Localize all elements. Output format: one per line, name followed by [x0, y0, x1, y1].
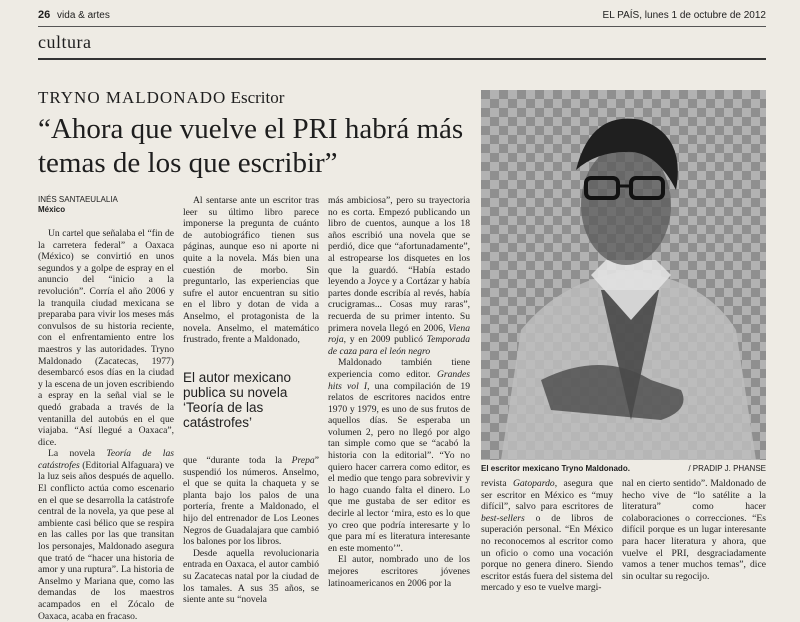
page-header [38, 8, 766, 22]
section-label: cultura [38, 32, 92, 52]
page-folio [38, 9, 110, 21]
article-kicker [38, 88, 284, 108]
photo-caption [481, 464, 766, 473]
pull-quote: El autor mexicano publica su novela ‘Teoría de las catástrofes’ [183, 370, 292, 430]
kicker-role: Escritor [230, 88, 285, 107]
paragraph: más ambiciosa”, pero su trayectoria no es corta. Empezó publicando un libro de cuentos, aunque a los 18 años escribió una novela que se perdió, dice que “afortunadamente”, al estropearse los disquetes en los que la guardó. “Había estado leyendo a Joyce y a Cortázar y había partes donde escribía al revés, había crucigramas... Cosas muy raras”, recuerda de su primer intento. Su primera novela llegó en 2006, Viena roja, y en 2009 publicó Temporada de caza para el león negro [328, 195, 470, 357]
paragraph: La novela Teoría de las catástrofes (Editorial Alfaguara) ve la luz seis años después de aquello. El conflicto actúa como escenario en el que se desarrolla la catástrofe central de la novela, ya que pese al ambiente casi bélico que se respira en las calles por las que transitan los personajes, Maldonado asegura que trató de “hacer una historia de amor y una ruptura”. La historia de Anselmo y Mariana que, como las demandas de los maestros acampados en el Zócalo de Oaxaca, acaba en fracaso. [38, 448, 174, 622]
article-column-1 [38, 228, 174, 622]
paragraph: nal en cierto sentido”. Maldonado de hecho vive de “lo satélite a la literatura” como hacer colaboraciones o correcciones. “Es difícil porque es un lugar interesante para hacer literatura y ahora, que vuelve el PRI, desgraciadamente vamos a tener muchos temas”, dice sin ocultar su regocijo. [622, 478, 766, 582]
portrait-illustration [481, 90, 766, 460]
photo-credit: / PRADIP J. PHANSE [688, 464, 766, 473]
header-rule [38, 26, 766, 27]
article-column-5 [622, 478, 766, 605]
article-column-4 [481, 478, 613, 605]
paragraph: Desde aquella revolucionaria entrada en Oaxaca, el autor cambió su Zacatecas natal por la ciudad de los tamales. A sus 35 años, se siente ante su “novela [183, 547, 319, 606]
paragraph: revista Gatopardo, asegura que ser escritor en México es “muy difícil”, salvo para escritores de best-sellers o de libros de superación personal. “En México no reconocemos al escritor como un oficio o como una vocación porque no genera dinero. Siendo escritor estás fuera del sistema del mercado y eso te vuelve margi- [481, 478, 613, 594]
paragraph: Al sentarse ante un escritor tras leer su último libro parece imponerse la pregunta de cuánto de autobiográfico tienen sus páginas, aunque eso ni aporte ni quite a la novela. Más bien una cuestión de morbo. Sin preguntarlo, las experiencias que sufre el autor encuentran su sitio en el libro y dotan de vida a Anselmo, el protagonista de la novela. Anselmo, el matemático frustrado, frente a Maldonado, [183, 195, 319, 346]
article-column-3 [328, 195, 470, 605]
paragraph: Maldonado también tiene experiencia como editor. Grandes hits vol I, una compilación de 19 relatos de escritores nacidos entre 1970 y 1979, es uno de sus frutos de aquellos días. Se esperaba un volumen 2, pero no llegó por algo tan simple como que se “acabó la historia con la editorial”. “Yo no quiero hacer carrera como editor, es el medio que tengo para sobrevivir y lo hago cuando falta el dinero. Lo que me gustaba de ser editor es decirle al lector ‘mira, esto es lo que yo creo que podría interesarte y lo que para mí es literatura interesante en este momento’”. [328, 357, 470, 554]
kicker-name: TRYNO MALDONADO [38, 88, 227, 107]
paragraph: El autor, nombrado uno de los mejores escritores jóvenes latinoamericanos en 2006 por la [328, 554, 470, 589]
book-title: Teoría de las catástrofes [38, 448, 174, 471]
caption-text: El escritor mexicano Tryno Maldonado. [481, 464, 630, 473]
paragraph: Un cartel que señalaba el “fin de la carretera federal” a Oaxaca (México) se convirtió en unos segundos y a golpe de espray en el anuncio del “inicio a la revolución”. Corría el año 2006 y la tranquila ciudad mexicana se preparaba para vivir los meses más convulsos de su historia reciente, con el enfrentamiento entre los maestros y las autoridades. Tryno Maldonado (Zacatecas, 1977) desembarcó esos días en la ciudad y la escena de un joven escribiendo a espray en la señal vial se le quedó grabada a través de la ventanilla del autobús en el que viajaba. “Así llegué a Oaxaca”, dice. [38, 228, 174, 448]
paragraph: que “durante toda la Prepa” suspendió los números. Anselmo, el que se quita la chaqueta y se planta bajo los palos de una portería, frente a Maldonado, el hijo del entrenador de Los Leones Negros de Guadalajara que cambió los balones por los libros. [183, 455, 319, 548]
byline [38, 195, 118, 215]
author-photo [481, 90, 766, 460]
article-column-2-bottom [183, 455, 319, 605]
article-headline: “Ahora que vuelve el PRI habrá más temas de los que escribir” [38, 113, 464, 179]
paper-date: EL PAÍS, lunes 1 de octubre de 2012 [602, 9, 766, 21]
section-name: vida & artes [57, 10, 110, 21]
page-number: 26 [38, 9, 51, 21]
byline-location: México [38, 205, 66, 214]
section-rule [38, 58, 766, 60]
article-column-2 [183, 195, 319, 365]
byline-author: INÉS SANTAEULALIA [38, 195, 118, 204]
